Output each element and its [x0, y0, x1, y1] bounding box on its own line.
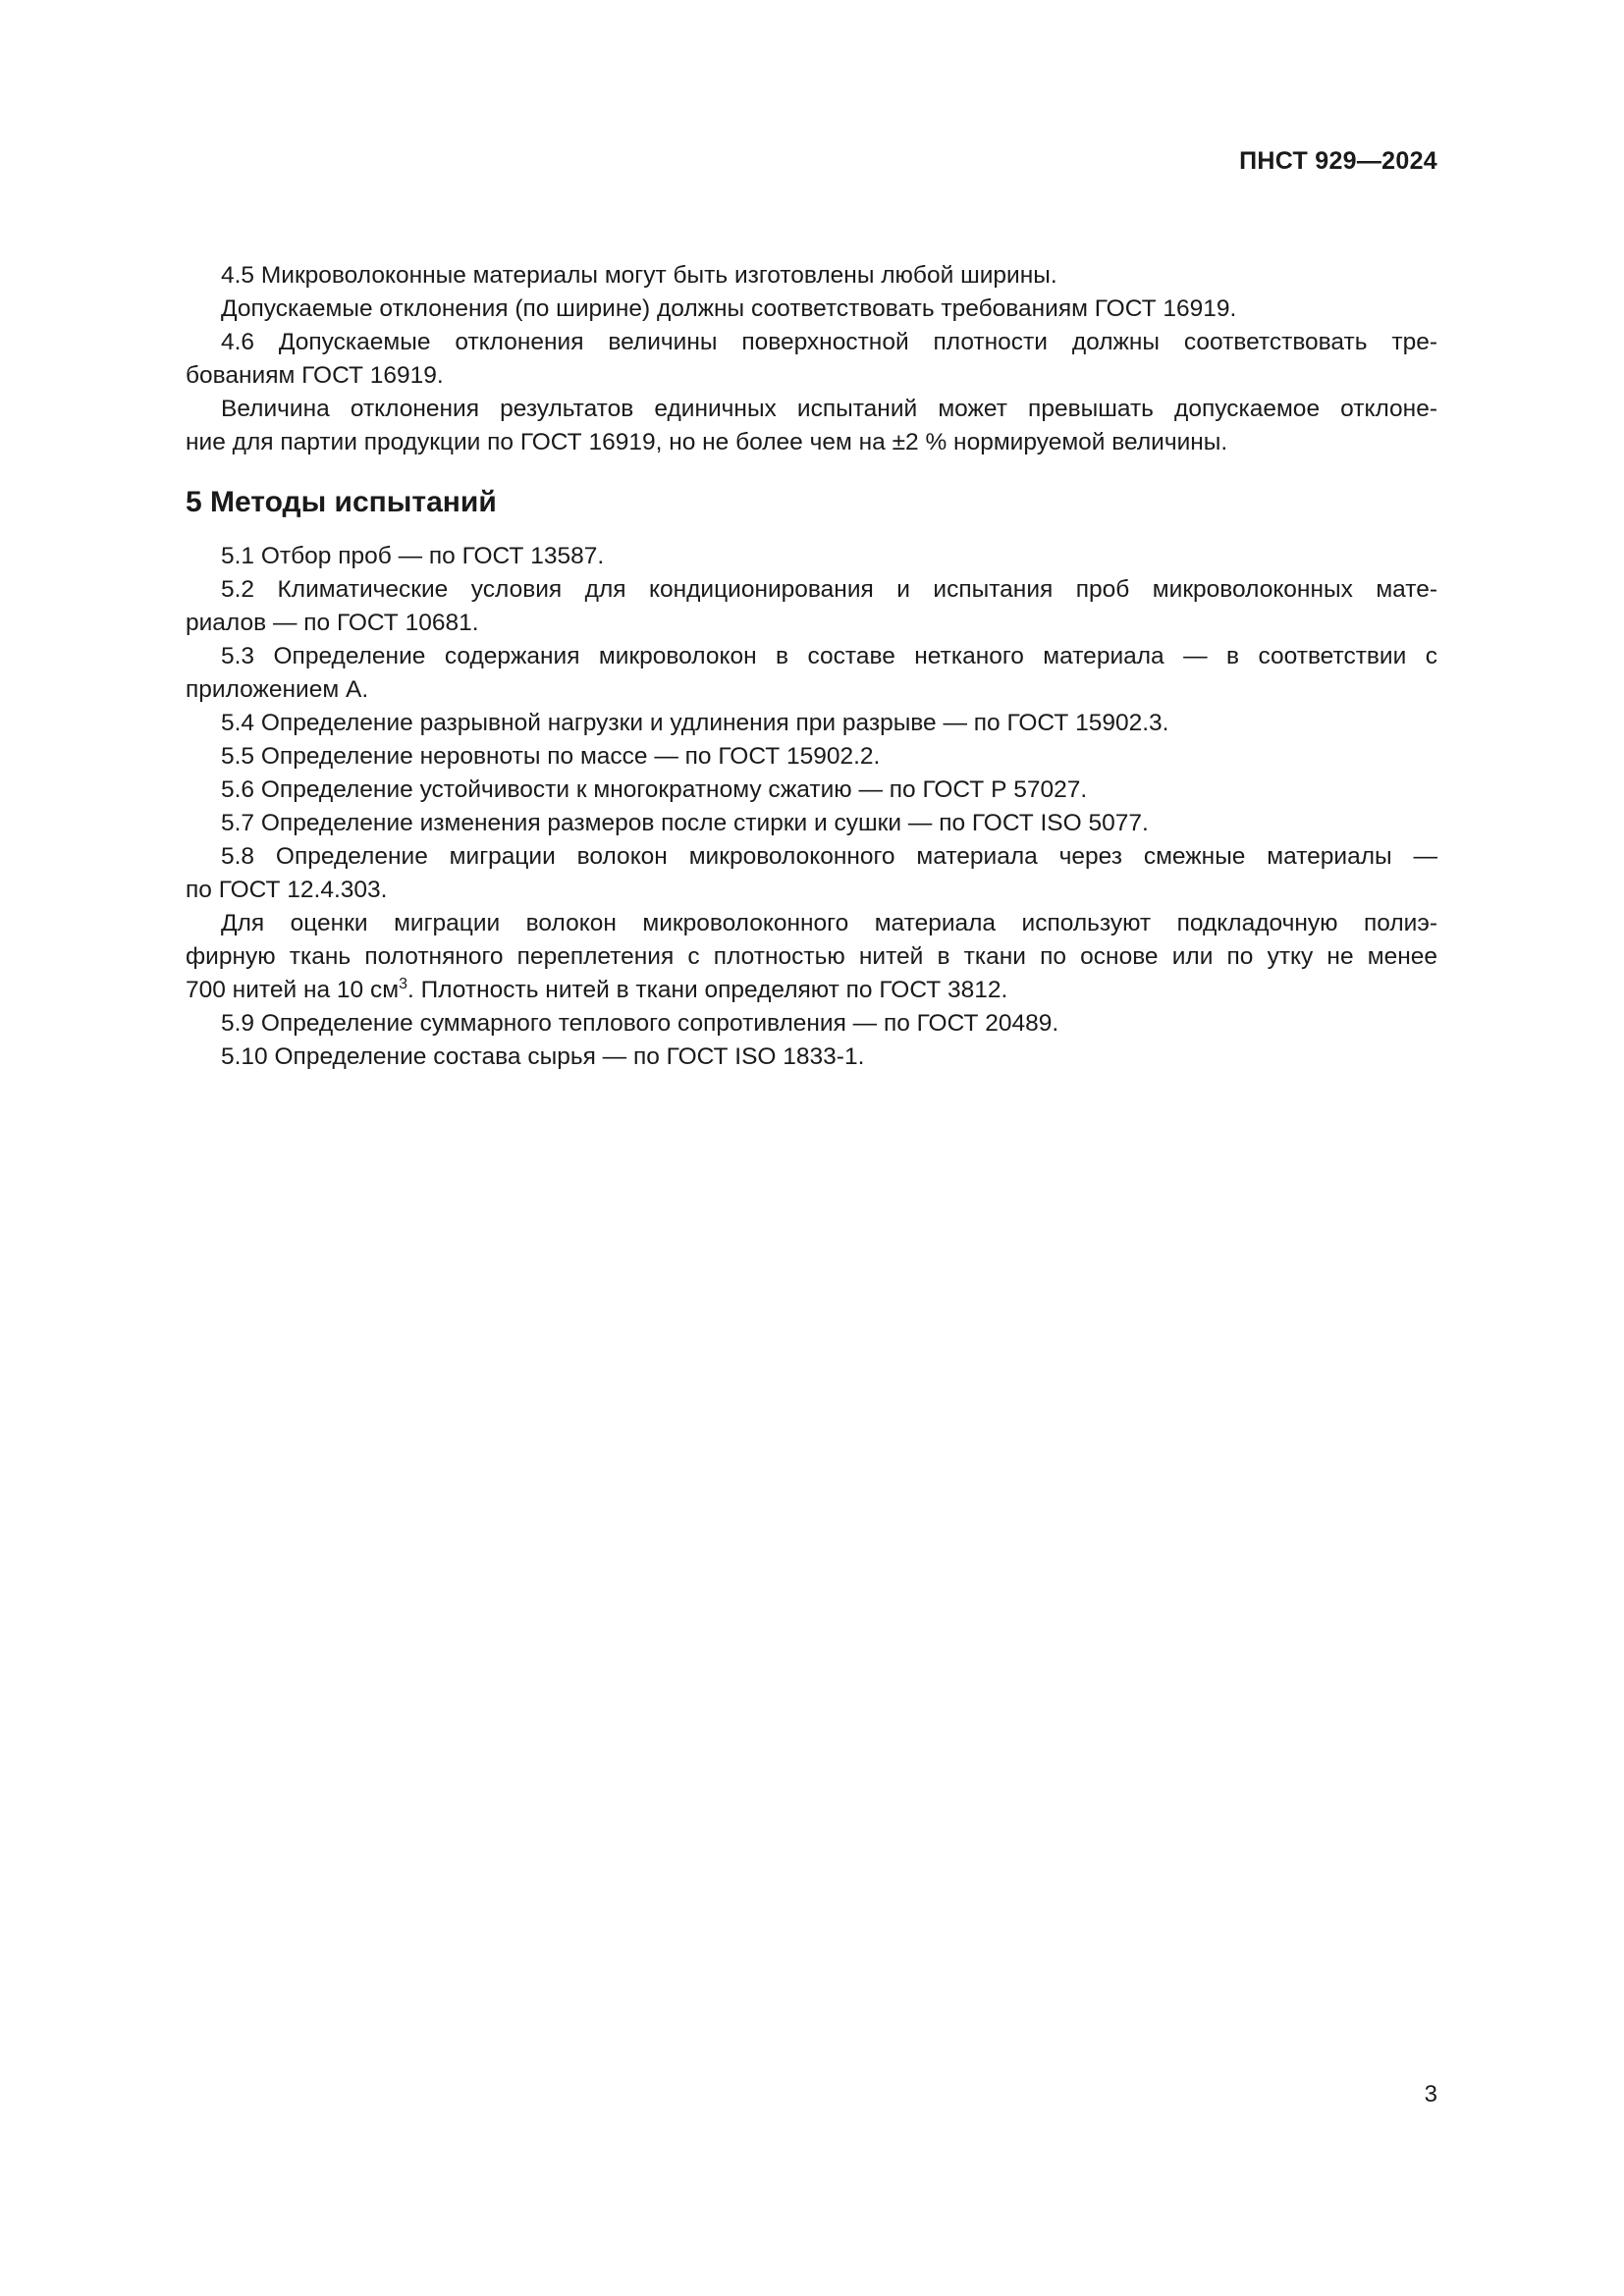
migration-paragraph: [186, 907, 1437, 1007]
section-5-item-line: 5.8 Определение миграции волокон микроволоконного материала через смежные материалы —: [221, 843, 1437, 870]
section-heading: 5 Методы испытаний: [186, 486, 497, 518]
section-4-paragraph: [186, 393, 1437, 459]
section-4-paragraph: [186, 326, 1437, 393]
section-4-line: 4.6 Допускаемые отклонения величины поверхностной плотности должны соответствовать тре-: [221, 329, 1437, 355]
section-5-item-paragraph: [186, 740, 1437, 774]
document-number: ПНСТ 929—2024: [1239, 147, 1437, 175]
section-5-item-paragraph: [186, 707, 1437, 740]
section-4-paragraph: [186, 259, 1437, 293]
paragraph-4-5: [186, 226, 1437, 259]
migration-line-3-tail: . Плотность нитей в ткани определяют по ГОСТ 3812.: [407, 977, 1008, 1003]
section-5-item-line: 5.2 Климатические условия для кондиционирования и испытания проб микроволоконных мате-: [221, 576, 1437, 603]
section-5-item-line: по ГОСТ 12.4.303.: [186, 877, 388, 903]
migration-line-1: Для оценки миграции волокон микроволоконного материала используют подкладочную полиэ-: [221, 910, 1437, 936]
section-5-item-paragraph: [186, 774, 1437, 807]
section-5-items: [186, 540, 1437, 907]
page-number: 3: [1424, 2081, 1437, 2108]
section-5-item-line: 5.5 Определение неровноты по массе — по ГОСТ 15902.2.: [221, 743, 881, 770]
section-5-item-line: 5.7 Определение изменения размеров после стирки и сушки — по ГОСТ ISO 5077.: [221, 810, 1149, 836]
section-4-continuation: [186, 259, 1437, 459]
migration-line-2: фирную ткань полотняного переплетения с плотностью нитей в ткани по основе или по утку не менее: [186, 943, 1437, 970]
section-5-item-line: 5.9 Определение суммарного теплового сопротивления — по ГОСТ 20489.: [221, 1010, 1059, 1037]
section-4-line: ние для партии продукции по ГОСТ 16919, но не более чем на ±2 % нормируемой величины.: [186, 429, 1228, 455]
section-5-item-paragraph: [186, 1041, 1437, 1074]
section-5-item-paragraph: [186, 807, 1437, 840]
section-5-item-paragraph: [186, 640, 1437, 707]
section-5-item-line: 5.10 Определение состава сырья — по ГОСТ ISO 1833-1.: [221, 1043, 865, 1070]
section-4-line: Допускаемые отклонения (по ширине) должны соответствовать требованиям ГОСТ 16919.: [221, 295, 1237, 322]
migration-line-3-text: 700 нитей на 10 см: [186, 977, 400, 1003]
migration-line-3: [186, 974, 1437, 1007]
section-4-line: бованиям ГОСТ 16919.: [186, 362, 444, 389]
superscript-3: 3: [399, 975, 407, 992]
section-5-item-paragraph: [186, 573, 1437, 640]
section-5-item-paragraph: [186, 540, 1437, 573]
section-5-item-paragraph: [186, 840, 1437, 907]
section-4-line: Величина отклонения результатов единичных испытаний может превышать допускаемое отклоне-: [221, 396, 1437, 422]
section-5-item-line: 5.3 Определение содержания микроволокон в составе нетканого материала — в соответствии с: [221, 643, 1437, 669]
document-body: [186, 226, 1437, 1074]
section-4-line: 4.5 Микроволоконные материалы могут быть изготовлены любой ширины.: [221, 262, 1057, 289]
section-5-item-paragraph: [186, 1007, 1437, 1041]
section-5-item-line: 5.6 Определение устойчивости к многократному сжатию — по ГОСТ Р 57027.: [221, 776, 1088, 803]
section-5-item-line: приложением А.: [186, 676, 369, 703]
section-5-item-line: 5.1 Отбор проб — по ГОСТ 13587.: [221, 543, 605, 569]
section-5-item-line: 5.4 Определение разрывной нагрузки и удлинения при разрыве — по ГОСТ 15902.3.: [221, 710, 1169, 736]
section-5-item-line: риалов — по ГОСТ 10681.: [186, 610, 479, 636]
section-4-paragraph: [186, 293, 1437, 326]
section-5-items-after: [186, 1007, 1437, 1074]
